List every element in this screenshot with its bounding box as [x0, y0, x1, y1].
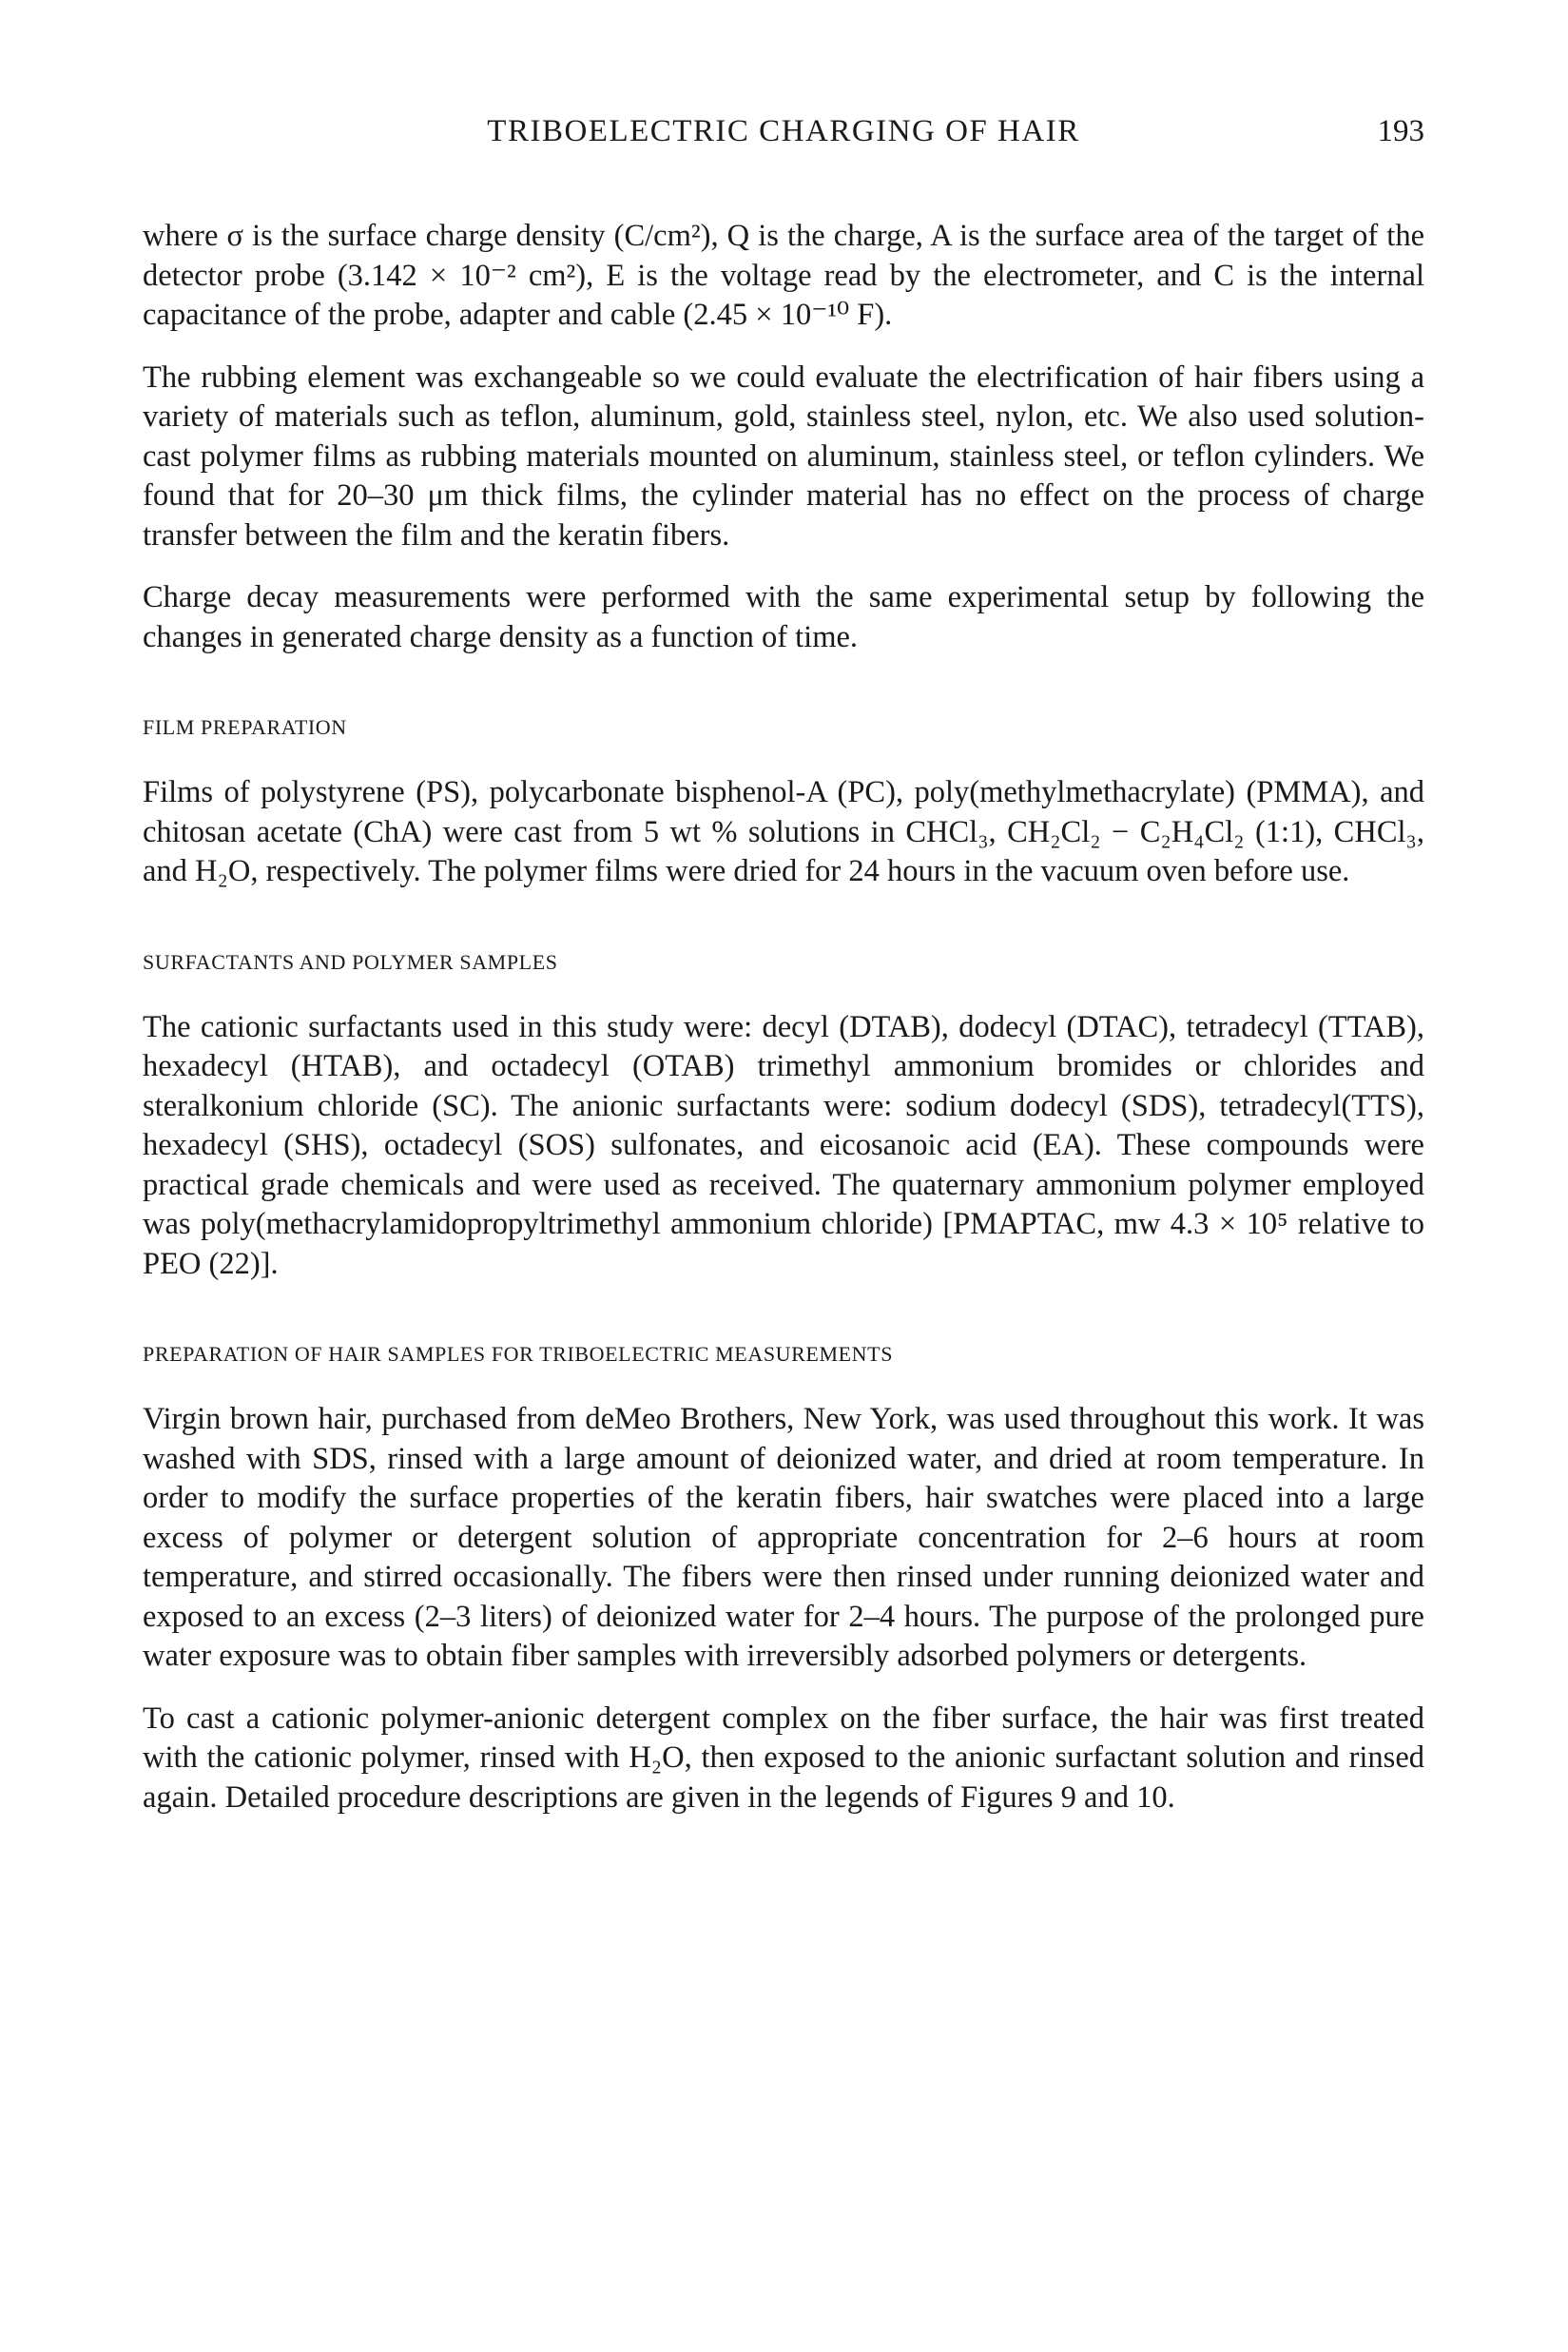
paragraph-hair-preparation: Virgin brown hair, purchased from deMeo Brothers, New York, was used throughout this work. It was washed with SDS, rinsed with a large amount of deionized water, and dried at room temperature. In order to modify the surface properties of the keratin fibers, hair swatches were placed into a large excess of polymer or detergent solution of appropriate concentration for 2–6 hours at room temperature, and stirred occasionally. The fibers were then rinsed under running deionized water and exposed to an excess (2–3 liters) of deionized water for 2–4 hours. The purpose of the prolonged pure water exposure was to obtain fiber samples with irreversibly adsorbed polymers or detergents. [143, 1402, 1424, 1673]
running-head [143, 112, 1424, 150]
page-number: 193 [1377, 114, 1424, 148]
heading-film-preparation: FILM PREPARATION [143, 715, 347, 739]
paragraph-complex-casting: To cast a cationic polymer-anionic detergent complex on the fiber surface, the hair was first treated with the cationic polymer, rinsed with H₂O, then exposed to the anionic surfactant solution and rinsed again. Detailed procedure descriptions are given in the legends of Figures 9 and 10. [143, 1701, 1424, 1815]
body-text [143, 217, 1424, 1840]
paragraph-charge-decay: Charge decay measurements were performed with the same experimental setup by following the changes in generated charge density as a function of time. [143, 580, 1424, 654]
heading-surfactants-polymer-samples: SURFACTANTS AND POLYMER SAMPLES [143, 949, 558, 974]
heading-hair-sample-preparation: PREPARATION OF HAIR SAMPLES FOR TRIBOELECTRIC MEASUREMENTS [143, 1342, 894, 1366]
paragraph-film-preparation: Films of polystyrene (PS), polycarbonate bisphenol-A (PC), poly(methylmethacrylate) (PMMA), and chitosan acetate (ChA) were cast from 5 wt % solutions in CHCl₃, CH₂Cl₂ − C₂H₄Cl₂ (1:1), CHCl₃, and H₂O, respectively. The polymer films were dried for 24 hours in the vacuum oven before use. [143, 775, 1424, 888]
paragraph-surfactants: The cationic surfactants used in this study were: decyl (DTAB), dodecyl (DTAC), tetradecyl (TTAB), hexadecyl (HTAB), and octadecyl (OTAB) trimethyl ammonium bromides or chlorides and steralkonium chloride (SC). The anionic surfactants were: sodium dodecyl (SDS), tetradecyl(TTS), hexadecyl (SHS), octadecyl (SOS) sulfonates, and eicosanoic acid (EA). These compounds were practical grade chemicals and were used as received. The quaternary ammonium polymer employed was poly(methacrylamidopropyltrimethyl ammonium chloride) [PMAPTAC, mw 4.3 × 10⁵ relative to PEO (22)]. [143, 1009, 1424, 1281]
running-title: TRIBOELECTRIC CHARGING OF HAIR [487, 114, 1080, 148]
paragraph-equation-definitions: where σ is the surface charge density (C/cm²), Q is the charge, A is the surface area of the target of the detector probe (3.142 × 10⁻² cm²), E is the voltage read by the electrometer, and C is the internal capacitance of the probe, adapter and cable (2.45 × 10⁻¹⁰ F). [143, 219, 1424, 332]
paragraph-rubbing-element: The rubbing element was exchangeable so we could evaluate the electrification of hair fibers using a variety of materials such as teflon, aluminum, gold, stainless steel, nylon, etc. We also used solution-cast polymer films as rubbing materials mounted on aluminum, stainless steel, or teflon cylinders. We found that for 20–30 μm thick films, the cylinder material has no effect on the process of charge transfer between the film and the keratin fibers. [143, 360, 1424, 553]
